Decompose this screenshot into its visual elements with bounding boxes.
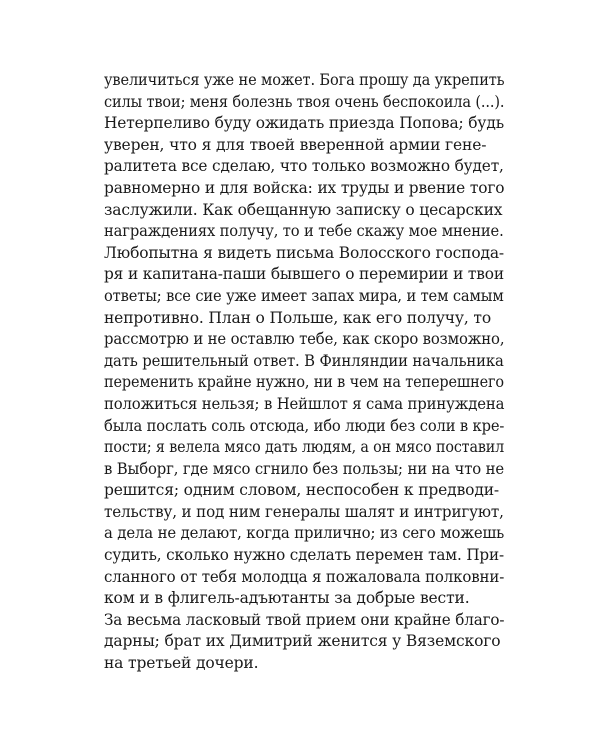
text-line: в Выборг, где мясо сгнило без пользы; ни на что не xyxy=(104,459,504,478)
text-line: ответы; все сие уже имеет запах мира, и тем самым xyxy=(104,286,504,305)
text-line: Нетерпеливо буду ожидать приезда Попова; будь xyxy=(104,114,504,133)
text-line: пости; я велела мясо дать людям, а он мясо поставил xyxy=(104,438,505,457)
text-line: тельству, и под ним генералы шалят и интригуют, xyxy=(104,502,504,521)
text-line: ралитета все сделаю, что только возможно будет, xyxy=(104,157,504,176)
text-line: награждениях получу, то и тебе скажу мое мнение. xyxy=(104,222,504,241)
text-line: положиться нельзя; в Нейшлот я сама принуждена xyxy=(104,394,505,413)
text-line: заслужили. Как обещанную записку о цесарских xyxy=(104,200,503,219)
letter-text xyxy=(104,70,504,675)
text-line: сланного от тебя молодца я пожаловала полковни- xyxy=(104,567,505,586)
text-line: на третьей дочери. xyxy=(104,654,259,673)
text-line: силы твои; меня болезнь твоя очень беспокоила (...). xyxy=(104,92,505,111)
text-line: решится; одним словом, неспособен к предводи- xyxy=(104,481,499,500)
text-line: рассмотрю и не оставлю тебе, как скоро возможно, xyxy=(104,330,505,349)
text-line: увеличиться уже не может. Бога прошу да укрепить xyxy=(104,71,505,89)
text-line: переменить крайне нужно, ни в чем на теперешнего xyxy=(104,373,504,392)
text-line: а дела не делают, когда прилично; из сего можешь xyxy=(104,524,505,543)
text-line: ря и капитана-паши бывшего о перемирии и твои xyxy=(104,265,504,284)
text-line: ком и в флигель-адъютанты за добрые вести. xyxy=(104,589,470,608)
text-line: равномерно и для войска: их труды и рвение того xyxy=(104,178,505,197)
text-line: дать решительный ответ. В Финляндии начальника xyxy=(104,351,504,370)
text-line: была послать соль отсюда, ибо люди без соли в кре- xyxy=(104,416,505,435)
text-line: дарны; брат их Димитрий женится у Вяземского xyxy=(104,632,501,651)
text-line: уверен, что я для твоей вверенной армии гене- xyxy=(104,135,487,154)
text-line: Любопытна я видеть письма Волосского господа- xyxy=(104,243,504,262)
text-line: непротивно. План о Польше, как его получу, то xyxy=(104,308,492,327)
text-line: За весьма ласковый твой прием они крайне благо- xyxy=(104,610,505,629)
text-line: судить, сколько нужно сделать перемен там. При- xyxy=(104,546,504,565)
